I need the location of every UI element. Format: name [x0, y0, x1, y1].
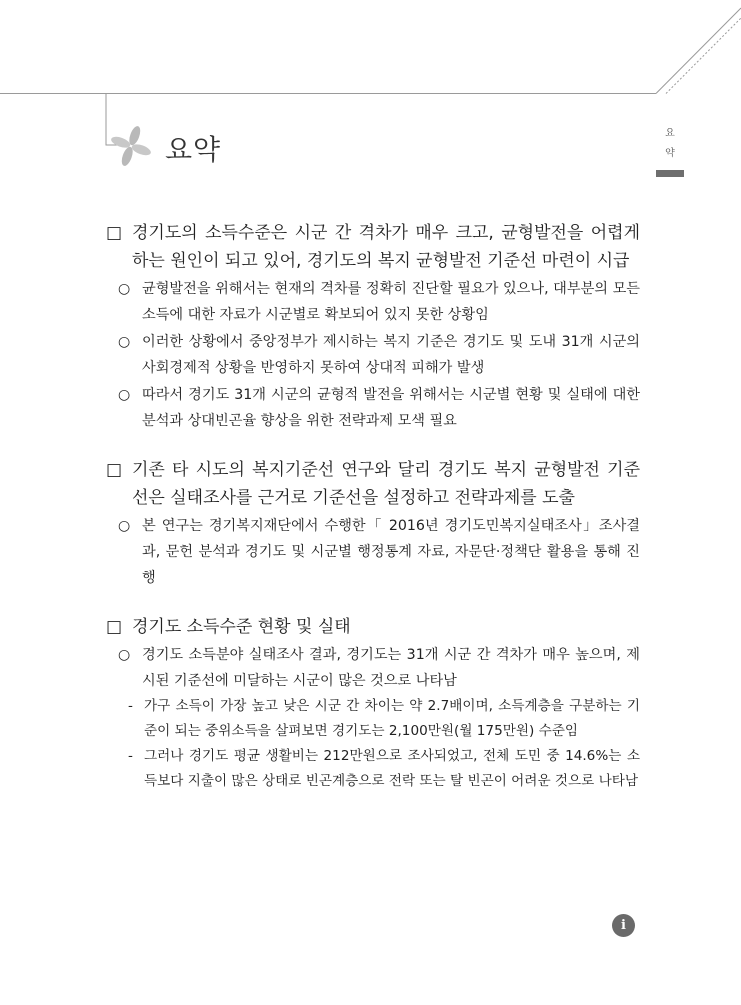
side-chapter-tab — [656, 124, 684, 177]
list-item-text: 경기도 소득분야 실태조사 결과, 경기도는 31개 시군 간 격차가 매우 높으며, 제시된 기준선에 미달하는 시군이 많은 것으로 나타남 — [142, 647, 640, 689]
list-item — [100, 382, 640, 434]
list-item — [100, 329, 640, 381]
sub-list-item-text: 그러나 경기도 평균 생활비는 212만원으로 조사되었고, 전체 도민 중 14.6%는 소득보다 지출이 많은 상태로 빈곤계층으로 전락 또는 탈 빈곤이 어려운 것으로 나타남 — [144, 748, 640, 789]
list-item — [100, 276, 640, 328]
circle-bullet-icon: ○ — [118, 518, 131, 534]
page-title: 요약 — [165, 133, 222, 166]
page-number-badge: i — [612, 914, 635, 937]
dash-bullet-icon: - — [128, 748, 133, 764]
summary-section — [100, 456, 640, 591]
section-heading — [100, 219, 640, 275]
sub-list-item — [100, 694, 640, 744]
dash-bullet-icon: - — [128, 698, 133, 714]
section-heading — [100, 613, 640, 641]
section-heading — [100, 456, 640, 512]
square-bullet-icon: □ — [106, 223, 123, 243]
list-item — [100, 513, 640, 591]
circle-bullet-icon: ○ — [118, 647, 131, 663]
section-heading-text: 경기도 소득수준 현황 및 실태 — [132, 617, 351, 637]
square-bullet-icon: □ — [106, 460, 123, 480]
list-item-text: 본 연구는 경기복지재단에서 수행한「 2016년 경기도민복지실태조사」조사결과, 문헌 분석과 경기도 및 시군별 행정통계 자료, 자문단·정책단 활용을 통해 진행 — [142, 518, 640, 586]
sub-list-item — [100, 744, 640, 794]
circle-bullet-icon: ○ — [118, 334, 131, 350]
list-item-text: 따라서 경기도 31개 시군의 균형적 발전을 위해서는 시군별 현황 및 실태에 대한 분석과 상대빈곤율 향상을 위한 전략과제 모색 필요 — [142, 387, 640, 429]
circle-bullet-icon: ○ — [118, 387, 131, 403]
list-item-text: 이러한 상황에서 중앙정부가 제시하는 복지 기준은 경기도 및 도내 31개 시군의 사회경제적 상황을 반영하지 못하여 상대적 피해가 발생 — [142, 334, 640, 376]
list-item — [100, 642, 640, 694]
circle-bullet-icon: ○ — [118, 281, 131, 297]
leaf-pinwheel-icon — [110, 125, 153, 168]
summary-content — [100, 219, 640, 816]
side-tab-bar — [656, 170, 684, 177]
header-corner-diagonal — [656, 8, 741, 94]
section-heading-text: 기존 타 시도의 복지기준선 연구와 달리 경기도 복지 균형발전 기준선은 실태조사를 근거로 기준선을 설정하고 전략과제를 도출 — [132, 460, 640, 508]
side-tab-char-1: 요 — [665, 128, 675, 139]
header-dotted-diagonal — [666, 18, 741, 94]
list-item-text: 균형발전을 위해서는 현재의 격차를 정확히 진단할 필요가 있으나, 대부분의 모든 소득에 대한 자료가 시군별로 확보되어 있지 못한 상황임 — [142, 281, 640, 323]
square-bullet-icon: □ — [106, 617, 123, 637]
section-heading-text: 경기도의 소득수준은 시군 간 격차가 매우 크고, 균형발전을 어렵게 하는 원인이 되고 있어, 경기도의 복지 균형발전 기준선 마련이 시급 — [132, 223, 640, 271]
header-decoration — [0, 0, 741, 200]
summary-section — [100, 613, 640, 794]
summary-section — [100, 219, 640, 434]
sub-list-item-text: 가구 소득이 가장 높고 낮은 시군 간 차이는 약 2.7배이며, 소득계층을 구분하는 기준이 되는 중위소득을 살펴보면 경기도는 2,100만원(월 175만원) 수준임 — [144, 698, 640, 739]
side-tab-char-2: 약 — [665, 148, 675, 159]
